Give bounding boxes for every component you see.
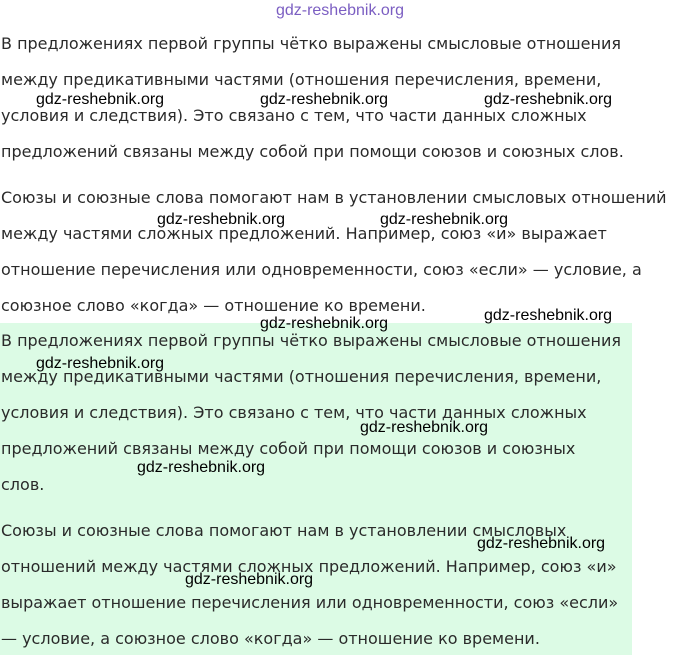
watermark: gdz-reshebnik.org <box>260 91 389 108</box>
watermark: gdz-reshebnik.org <box>477 535 606 552</box>
watermark: gdz-reshebnik.org <box>36 91 165 108</box>
text-line: Союзы и союзные слова помогают нам в установлении смысловых <box>1 521 567 540</box>
text-line: предложений связаны между собой при помощи союзов и союзных слов. <box>1 142 624 161</box>
watermark: gdz-reshebnik.org <box>360 419 489 436</box>
text-line: между предикативными частями (отношения перечисления, времени, <box>1 70 602 89</box>
watermark: gdz-reshebnik.org <box>185 571 314 588</box>
text-line: между частями сложных предложений. Например, союз «и» выражает <box>1 224 607 243</box>
text-line: между предикативными частями (отношения перечисления, времени, <box>1 367 602 386</box>
text-line: Союзы и союзные слова помогают нам в установлении смысловых отношений <box>1 188 667 207</box>
text-line: союзное слово «когда» — отношение ко времени. <box>1 296 426 315</box>
text-line: — условие, а союзное слово «когда» — отношение ко времени. <box>1 629 540 648</box>
watermark: gdz-reshebnik.org <box>36 355 165 372</box>
paragraph <box>0 180 680 324</box>
paragraph <box>0 323 632 503</box>
site-link[interactable]: gdz-reshebnik.org <box>275 2 405 19</box>
site-header <box>0 0 680 28</box>
text-line: условия и следствия). Это связано с тем, что части данных сложных <box>1 403 587 422</box>
text-line: отношений между частями сложных предложений. Например, союз «и» <box>1 557 617 576</box>
text-line: В предложениях первой группы чётко выражены смысловые отношения <box>1 34 621 53</box>
text-line: выражает отношение перечисления или одновременности, союз «если» <box>1 593 619 612</box>
watermark: gdz-reshebnik.org <box>157 211 286 228</box>
text-line: В предложениях первой группы чётко выражены смысловые отношения <box>1 331 621 350</box>
watermark: gdz-reshebnik.org <box>380 211 509 228</box>
text-line: предложений связаны между собой при помощи союзов и союзных <box>1 439 576 458</box>
watermark: gdz-reshebnik.org <box>137 459 266 476</box>
watermark: gdz-reshebnik.org <box>484 91 613 108</box>
answer-block-plain <box>0 26 680 324</box>
text-line: слов. <box>1 475 45 494</box>
watermark: gdz-reshebnik.org <box>484 307 613 324</box>
text-line: условия и следствия). Это связано с тем, что части данных сложных <box>1 106 587 125</box>
watermark: gdz-reshebnik.org <box>260 315 389 332</box>
text-line: отношение перечисления или одновременности, союз «если» — условие, а <box>1 260 642 279</box>
